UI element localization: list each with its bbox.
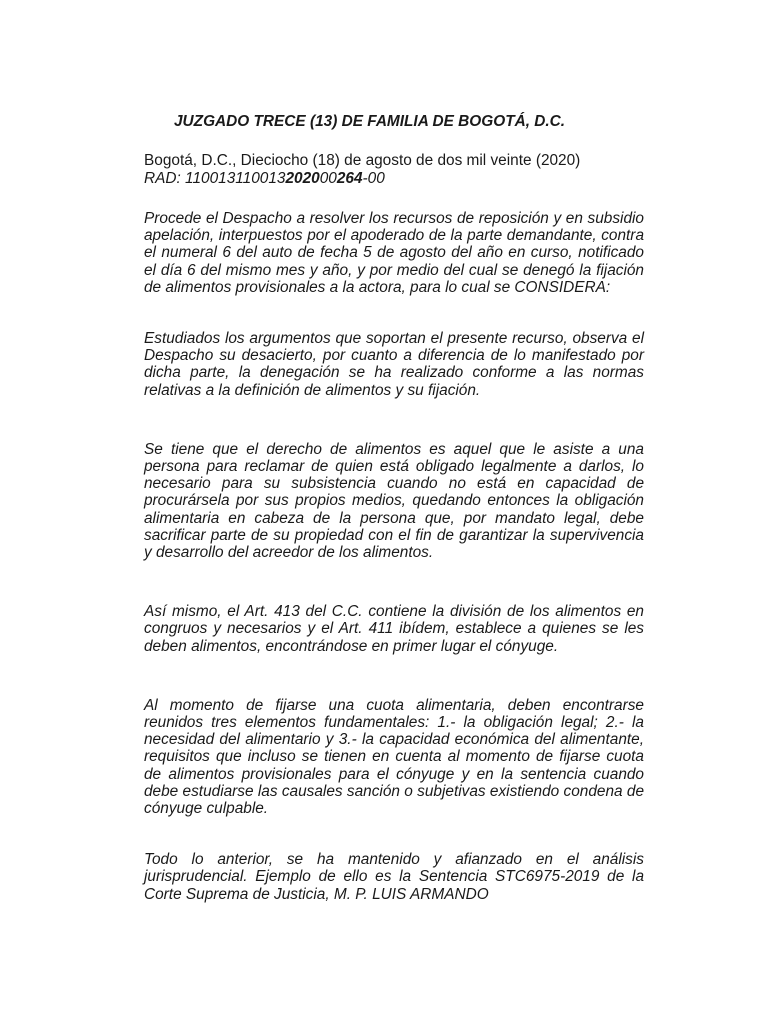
rad-prefix: RAD: 11001311001 [144,170,277,187]
paragraph-intro: Procede el Despacho a resolver los recursos de reposición y en subsidio apelación, interpuestos por el apoderado de la parte demandante, contra el numeral 6 del auto de fecha 5 de agosto del año en curso, notificado el día 6 del mismo mes y año, y por medio del cual se denegó la fijación de alimentos provisionales a la actora, para lo cual se CONSIDERA: [144,210,644,296]
paragraph-definition: Se tiene que el derecho de alimentos es aquel que le asiste a una persona para reclamar de quien está obligado legalmente a darlos, lo necesario para su subsistencia cuando no está en capacidad de procurársela por sus propios medios, quedando entonces la obligación alimentaria en cabeza de la persona que, por mandato legal, debe sacrificar parte de su propiedad con el fin de garantizar la supervivencia y desarrollo del acreedor de los alimentos. [144,440,644,562]
rad-part1: 3 [276,170,286,187]
paragraph-legal-articles: Así mismo, el Art. 413 del C.C. contiene la división de los alimentos en congruos y necesarios y el Art. 411 ibídem, establece a quienes se les deben alimentos, encontrándose en primer lugar el cónyuge. [144,603,644,655]
rad-year: 2020 [285,170,320,187]
paragraph-requirements: Al momento de fijarse una cuota alimentaria, deben encontrarse reunidos tres elementos fundamentales: 1.- la obligación legal; 2.- la necesidad del alimentario y 3.- la capacidad económica del alimentante, requisitos que incluso se tienen en cuenta al momento de fijarse cuota de alimentos provisionales para el cónyuge y en la sentencia cuando debe estudiarse las causales sanción o subjetivas existiendo condena de cónyuge culpable. [144,696,644,818]
court-title: JUZGADO TRECE (13) DE FAMILIA DE BOGOTÁ, D.C. [174,113,566,130]
rad-number-bold: 264 [336,170,363,187]
paragraph-analysis: Estudiados los argumentos que soportan el presente recurso, observa el Despacho su desacierto, por cuanto a diferencia de lo manifestado por dicha parte, la denegación se ha realizado conforme a las normas relativas a la definición de alimentos y su fijación. [144,330,644,399]
paragraph-jurisprudence: Todo lo anterior, se ha mantenido y afianzado en el análisis jurisprudencial. Ejemplo de ello es la Sentencia STC6975-2019 de la Corte Suprema de Justicia, M. P. LUIS ARMANDO [144,851,644,903]
document-body [144,112,644,903]
rad-number [144,170,644,188]
rad-part2: 00 [319,170,337,187]
date-line: Bogotá, D.C., Dieciocho (18) de agosto de dos mil veinte (2020) [144,152,581,169]
rad-suffix: -00 [362,170,385,187]
